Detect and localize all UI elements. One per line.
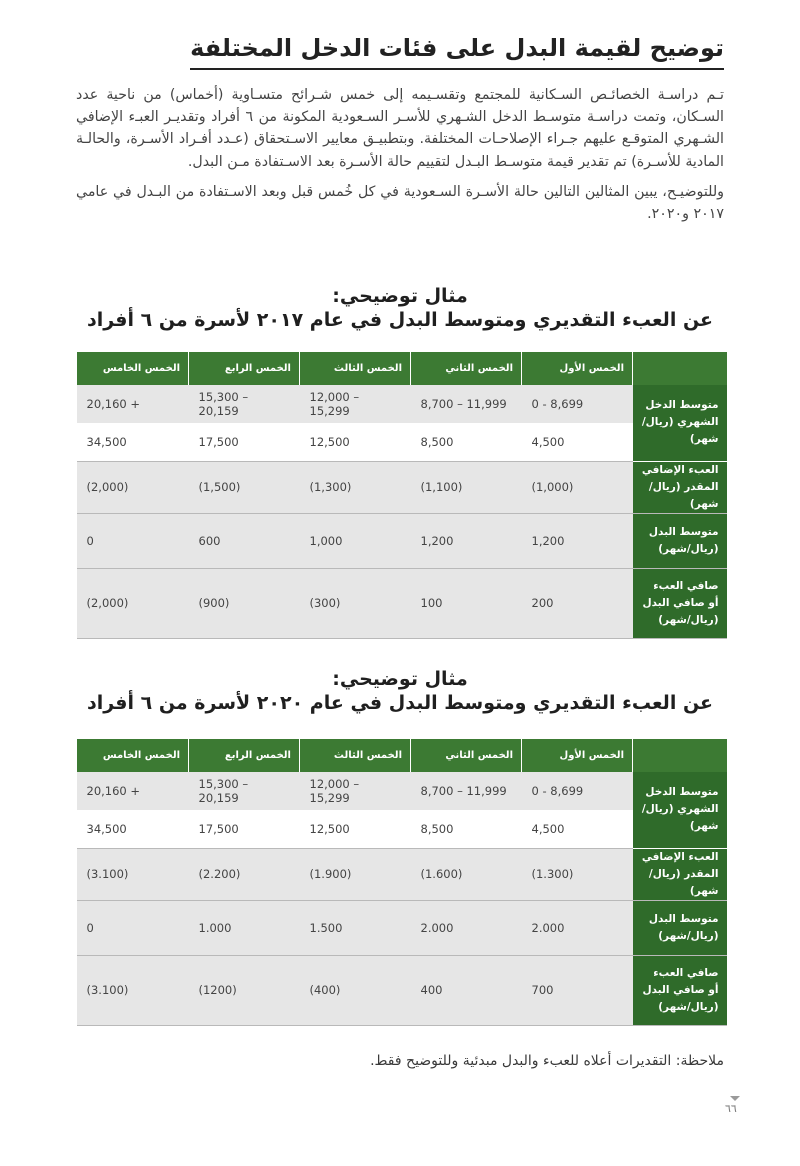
column-header-quintile-1: الخمس الأول (522, 352, 633, 385)
table-cell: (1200) (189, 955, 300, 1025)
table-row (77, 513, 727, 568)
table-cell: 15,300 – 20,159 (189, 772, 300, 810)
table-cell: 200 (522, 568, 633, 638)
row-header: متوسط البدل (ريال/شهر) (633, 513, 727, 568)
table-cell: (2,000) (77, 568, 189, 638)
table-row (77, 568, 727, 638)
table-row (77, 385, 727, 423)
column-header-quintile-2: الخمس الثاني (411, 352, 522, 385)
table-cell: 34,500 (77, 810, 189, 848)
table-row (77, 955, 727, 1025)
column-header-quintile-3: الخمس الثالث (300, 739, 411, 772)
table-cell: 1,200 (522, 513, 633, 568)
table-cell: 12,500 (300, 810, 411, 848)
table-cell: (900) (189, 568, 300, 638)
example-1-heading-line2: عن العبء التقديري ومتوسط البدل في عام ٢٠١٧ لأسرة من ٦ أفراد (86, 309, 714, 331)
example-2-heading (76, 667, 724, 716)
row-header: العبء الإضافي المقدر (ريال/شهر) (633, 461, 727, 513)
table-cell: (3.100) (77, 848, 189, 900)
column-header-quintile-5: الخمس الخامس (77, 739, 189, 772)
table-cell: 600 (189, 513, 300, 568)
row-header: متوسط الدخل الشهري (ريال/ شهر) (633, 772, 727, 848)
table-cell: (1,100) (411, 461, 522, 513)
table-cell: 0 (77, 900, 189, 955)
example-1-heading-line1: مثال توضيحي: (332, 285, 468, 307)
example-2-heading-line1: مثال توضيحي: (332, 668, 468, 690)
note-text: ملاحظة: التقديرات أعلاه للعبء والبدل مبدئية وللتوضيح فقط. (370, 1053, 724, 1069)
table-corner-cell (633, 352, 727, 385)
table-cell: 8,500 (411, 423, 522, 461)
table-cell: 0 - 8,699 (522, 772, 633, 810)
table-cell: 8,700 – 11,999 (411, 385, 522, 423)
table-cell: (1,000) (522, 461, 633, 513)
table-cell: (1.900) (300, 848, 411, 900)
table-cell: 34,500 (77, 423, 189, 461)
table-cell: 1.500 (300, 900, 411, 955)
table-row (77, 900, 727, 955)
table-cell: 20,160 + (77, 385, 189, 423)
column-header-quintile-5: الخمس الخامس (77, 352, 189, 385)
table-cell: 8,500 (411, 810, 522, 848)
table-cell: 400 (411, 955, 522, 1025)
intro-paragraph-1: تـم دراسـة الخصائـص السـكانية للمجتمع وتقسـيمه إلى خمس شـرائح متسـاوية (أخماس) من ناحية عدد السـكان، وتمت دراسـة متوسـط الدخل الشـهري للأسـر السـعودية المكونة من ٦ أفراد وتقديـر العبـء الإضافي الشـهري المتوقـع عليهم جـراء الإصلاحـات المختلفة. وبتطبيـق معايير الاسـتحقاق (عـدد أفـراد الأسـرة، والحالـة المادية للأسـرة) تم تقدير قيمة متوسـط البـدل لتقييم حالة الأسـرة بعد الاسـتفادة مـن البدل. (76, 87, 724, 170)
table-cell: 4,500 (522, 810, 633, 848)
example-2-table (76, 739, 727, 1026)
table-cell: 20,160 + (77, 772, 189, 810)
row-header: العبء الإضافي المقدر (ريال/شهر) (633, 848, 727, 900)
table-row (77, 423, 727, 461)
example-1-table (76, 352, 727, 639)
example-1-heading (76, 284, 724, 333)
table-row (77, 461, 727, 513)
table-cell: (400) (300, 955, 411, 1025)
table-row (77, 772, 727, 810)
table-row (77, 810, 727, 848)
column-header-quintile-4: الخمس الرابع (189, 352, 300, 385)
table-cell: (1.600) (411, 848, 522, 900)
page-number: ٦٦ (725, 1102, 737, 1115)
row-header: صافي العبء أو صافي البدل (ريال/شهر) (633, 955, 727, 1025)
page-title: توضيح لقيمة البدل على فئات الدخل المختلفة (190, 34, 724, 70)
row-header: متوسط الدخل الشهري (ريال/ شهر) (633, 385, 727, 461)
table-corner-cell (633, 739, 727, 772)
table-cell: (1,300) (300, 461, 411, 513)
table-cell: 0 (77, 513, 189, 568)
table-cell: 12,500 (300, 423, 411, 461)
table-cell: 2.000 (522, 900, 633, 955)
page-marker-icon (730, 1096, 740, 1101)
table-cell: (1,500) (189, 461, 300, 513)
table-cell: 17,500 (189, 423, 300, 461)
table-cell: (1.300) (522, 848, 633, 900)
row-header: متوسط البدل (ريال/شهر) (633, 900, 727, 955)
table-cell: (2.200) (189, 848, 300, 900)
table-cell: 2.000 (411, 900, 522, 955)
table-cell: 17,500 (189, 810, 300, 848)
table-cell: 1,000 (300, 513, 411, 568)
table-cell: 1.000 (189, 900, 300, 955)
table-cell: (3.100) (77, 955, 189, 1025)
table-cell: 4,500 (522, 423, 633, 461)
column-header-quintile-1: الخمس الأول (522, 739, 633, 772)
table-cell: 100 (411, 568, 522, 638)
table-cell: 12,000 – 15,299 (300, 772, 411, 810)
intro-text (76, 84, 724, 233)
column-header-quintile-4: الخمس الرابع (189, 739, 300, 772)
intro-paragraph-2: وللتوضيـح، يبين المثالين التالين حالة الأسـرة السـعودية في كل خُمس قبل وبعد الاسـتفادة من البـدل في عامي ٢٠١٧ و٢٠٢٠. (76, 183, 724, 223)
example-2-heading-line2: عن العبء التقديري ومتوسط البدل في عام ٢٠٢٠ لأسرة من ٦ أفراد (86, 692, 714, 714)
table-cell: (300) (300, 568, 411, 638)
column-header-quintile-2: الخمس الثاني (411, 739, 522, 772)
table-cell: 8,700 – 11,999 (411, 772, 522, 810)
table-row (77, 848, 727, 900)
column-header-quintile-3: الخمس الثالث (300, 352, 411, 385)
row-header: صافي العبء أو صافي البدل (ريال/شهر) (633, 568, 727, 638)
table-cell: (2,000) (77, 461, 189, 513)
table-cell: 0 - 8,699 (522, 385, 633, 423)
table-cell: 700 (522, 955, 633, 1025)
table-cell: 1,200 (411, 513, 522, 568)
table-cell: 15,300 – 20,159 (189, 385, 300, 423)
table-cell: 12,000 – 15,299 (300, 385, 411, 423)
